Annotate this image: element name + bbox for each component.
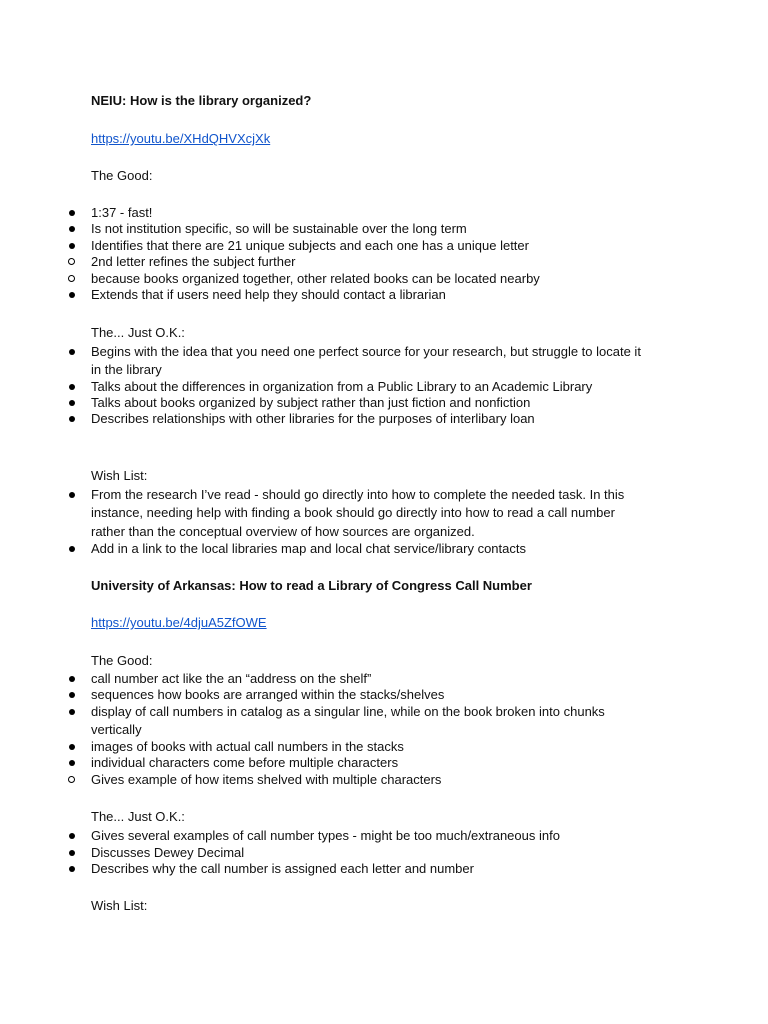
list-item: sequences how books are arranged within the stacks/shelves: [91, 687, 445, 702]
list-item-continuation: instance, needing help with finding a book should go directly into how to read a call number: [91, 505, 615, 520]
bullet-icon: [66, 238, 80, 254]
bullet-icon: [66, 704, 80, 720]
list-item-continuation: rather than the conceptual overview of how sources are organized.: [91, 524, 475, 539]
bullet-icon: [66, 411, 80, 427]
bullet-icon: [66, 861, 80, 877]
list-item: Talks about books organized by subject rather than just fiction and nonfiction: [91, 395, 531, 410]
bullet-icon: [66, 755, 80, 771]
list-item: Talks about the differences in organization from a Public Library to an Academic Library: [91, 379, 593, 394]
bullet-icon: [66, 287, 80, 303]
list-item: images of books with actual call numbers in the stacks: [91, 739, 404, 754]
section-heading-arkansas: University of Arkansas: How to read a Library of Congress Call Number: [91, 578, 532, 593]
bullet-icon: [66, 828, 80, 844]
list-item: 1:37 - fast!: [91, 205, 153, 220]
wish-list-label: Wish List:: [91, 468, 148, 483]
list-item-continuation: in the library: [91, 362, 162, 377]
bullet-icon: [66, 671, 80, 687]
bullet-icon: [66, 205, 80, 221]
just-ok-label: The... Just O.K.:: [91, 325, 185, 340]
list-item: Describes relationships with other libraries for the purposes of interlibary loan: [91, 411, 535, 426]
circle-bullet-icon: [66, 271, 80, 287]
list-item: 2nd letter refines the subject further: [91, 254, 296, 269]
video-link-arkansas[interactable]: https://youtu.be/4djuA5ZfOWE: [91, 615, 267, 630]
bullet-icon: [66, 395, 80, 411]
bullet-icon: [66, 379, 80, 395]
list-item: individual characters come before multiple characters: [91, 755, 399, 770]
list-item: Describes why the call number is assigned each letter and number: [91, 861, 474, 876]
bullet-icon: [66, 845, 80, 861]
bullet-icon: [66, 739, 80, 755]
bullet-icon: [66, 344, 80, 360]
just-ok-label: The... Just O.K.:: [91, 809, 185, 824]
list-item: Begins with the idea that you need one perfect source for your research, but struggle to locate it: [91, 344, 641, 359]
circle-bullet-icon: [66, 254, 80, 270]
list-item: Gives several examples of call number types - might be too much/extraneous info: [91, 828, 560, 843]
bullet-icon: [66, 487, 80, 503]
list-item: From the research I’ve read - should go directly into how to complete the needed task. In this: [91, 487, 625, 502]
list-item: display of call numbers in catalog as a singular line, while on the book broken into chunks: [91, 704, 605, 719]
list-item-continuation: vertically: [91, 722, 142, 737]
list-item: Is not institution specific, so will be sustainable over the long term: [91, 221, 467, 236]
list-item: Discusses Dewey Decimal: [91, 845, 245, 860]
section-heading-neiu: NEIU: How is the library organized?: [91, 93, 312, 108]
list-item: Identifies that there are 21 unique subjects and each one has a unique letter: [91, 238, 529, 253]
bullet-icon: [66, 541, 80, 557]
circle-bullet-icon: [66, 772, 80, 788]
bullet-icon: [66, 687, 80, 703]
bullet-icon: [66, 221, 80, 237]
the-good-label: The Good:: [91, 168, 153, 183]
list-item: Extends that if users need help they should contact a librarian: [91, 287, 446, 302]
list-item: Gives example of how items shelved with multiple characters: [91, 772, 442, 787]
list-item: Add in a link to the local libraries map and local chat service/library contacts: [91, 541, 526, 556]
video-link-neiu[interactable]: https://youtu.be/XHdQHVXcjXk: [91, 131, 271, 146]
list-item: call number act like the an “address on the shelf”: [91, 671, 372, 686]
list-item: because books organized together, other related books can be located nearby: [91, 271, 540, 286]
the-good-label: The Good:: [91, 653, 153, 668]
wish-list-label: Wish List:: [91, 898, 148, 913]
